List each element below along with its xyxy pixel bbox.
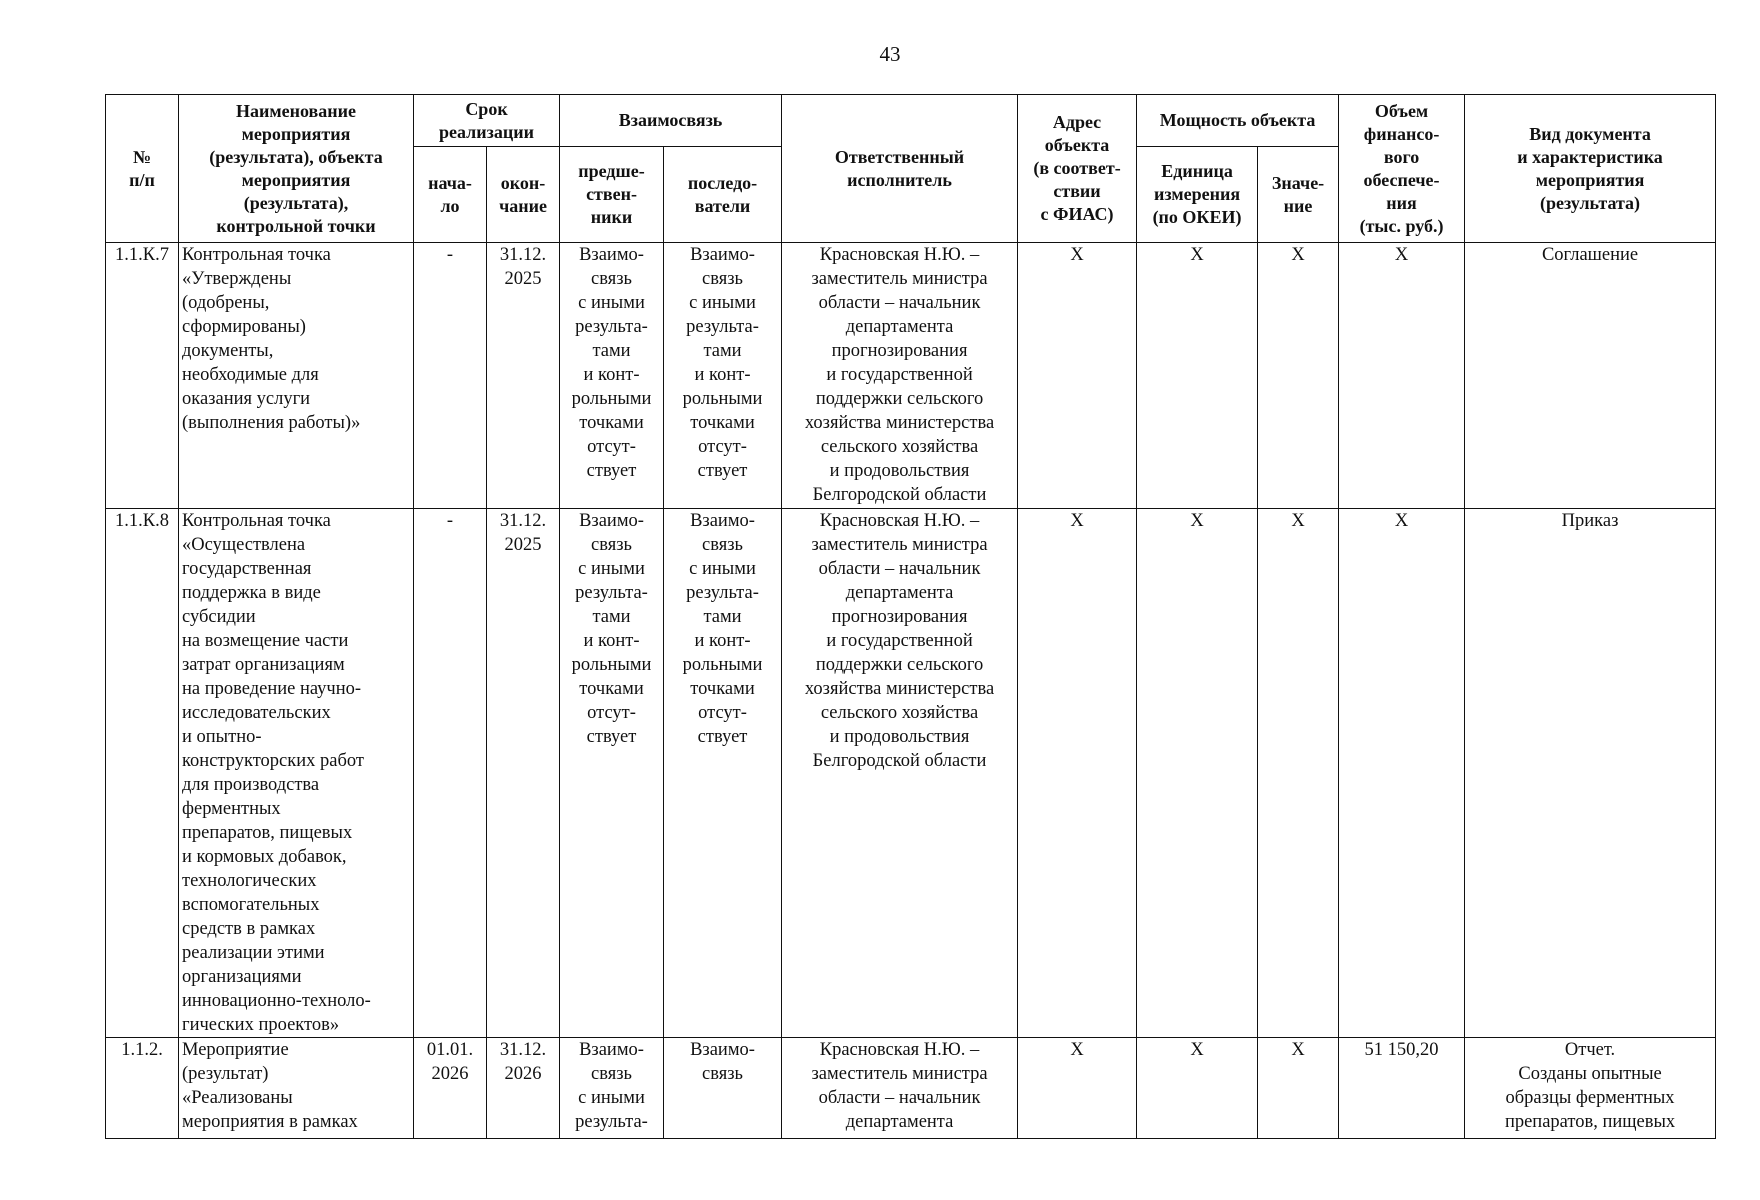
row-num: 1.1.К.8 [106,509,179,1038]
row-responsible: Красновская Н.Ю. – заместитель министра области – начальник департамента прогнозирования и государственной поддержки сельского хозяйства министерства сельского хозяйства и продовольствия Белгородской области [782,509,1018,1038]
row-volume: 51 150,20 [1339,1038,1465,1139]
row-name: Мероприятие (результат) «Реализованы мероприятия в рамках [179,1038,414,1139]
header-address: Адрес объекта (в соответ- ствии с ФИАС) [1018,95,1137,243]
row-doc: Приказ [1465,509,1716,1038]
row-unit: Х [1137,1038,1258,1139]
row-end: 31.12. 2025 [487,509,560,1038]
row-next: Взаимо- связь [664,1038,782,1139]
row-start: - [414,509,487,1038]
table-row [106,1038,1716,1139]
row-value: Х [1258,1038,1339,1139]
header-capacity-value: Значе- ние [1258,147,1339,243]
table-row [106,243,1716,509]
header-name: Наименование мероприятия (результата), объекта мероприятия (результата), контрольной точки [179,95,414,243]
row-next: Взаимо- связь с иными результа- тами и конт- рольными точками отсут- ствует [664,243,782,509]
row-responsible: Красновская Н.Ю. – заместитель министра области – начальник департамента [782,1038,1018,1139]
header-term-start: нача- ло [414,147,487,243]
header-doc: Вид документа и характеристика мероприятия (результата) [1465,95,1716,243]
header-link-next: последо- ватели [664,147,782,243]
row-start: 01.01. 2026 [414,1038,487,1139]
row-address: Х [1018,509,1137,1038]
table-row [106,509,1716,1038]
row-volume: Х [1339,509,1465,1038]
activities-table [105,94,1716,1139]
row-unit: Х [1137,243,1258,509]
row-value: Х [1258,509,1339,1038]
row-end: 31.12. 2026 [487,1038,560,1139]
row-doc: Соглашение [1465,243,1716,509]
row-name: Контрольная точка «Осуществлена государственная поддержка в виде субсидии на возмещение части затрат организациям на проведение научно- исследовательских и опытно- конструкторских работ для производства ферментных препаратов, пищевых и кормовых добавок, технологических вспомогательных средств в рамках реализации этими организациями инновационно-техноло- гических проектов» [179,509,414,1038]
row-num: 1.1.2. [106,1038,179,1139]
header-term: Срок реализации [414,95,560,147]
header-capacity-unit: Единица измерения (по ОКЕИ) [1137,147,1258,243]
row-volume: Х [1339,243,1465,509]
row-doc: Отчет. Созданы опытные образцы ферментных препаратов, пищевых [1465,1038,1716,1139]
header-link: Взаимосвязь [560,95,782,147]
row-address: Х [1018,243,1137,509]
header-responsible: Ответственный исполнитель [782,95,1018,243]
row-value: Х [1258,243,1339,509]
row-next: Взаимо- связь с иными результа- тами и конт- рольными точками отсут- ствует [664,509,782,1038]
row-start: - [414,243,487,509]
row-unit: Х [1137,509,1258,1038]
row-pred: Взаимо- связь с иными результа- тами и конт- рольными точками отсут- ствует [560,243,664,509]
row-responsible: Красновская Н.Ю. – заместитель министра области – начальник департамента прогнозирования и государственной поддержки сельского хозяйства министерства сельского хозяйства и продовольствия Белгородской области [782,243,1018,509]
header-term-end: окон- чание [487,147,560,243]
row-name: Контрольная точка «Утверждены (одобрены, сформированы) документы, необходимые для оказания услуги (выполнения работы)» [179,243,414,509]
row-end: 31.12. 2025 [487,243,560,509]
header-num: № п/п [106,95,179,243]
row-pred: Взаимо- связь с иными результа- [560,1038,664,1139]
header-link-pred: предше- ствен- ники [560,147,664,243]
row-pred: Взаимо- связь с иными результа- тами и конт- рольными точками отсут- ствует [560,509,664,1038]
row-num: 1.1.К.7 [106,243,179,509]
row-address: Х [1018,1038,1137,1139]
header-volume: Объем финансо- вого обеспече- ния (тыс. руб.) [1339,95,1465,243]
page-number: 43 [879,42,901,66]
header-capacity: Мощность объекта [1137,95,1339,147]
